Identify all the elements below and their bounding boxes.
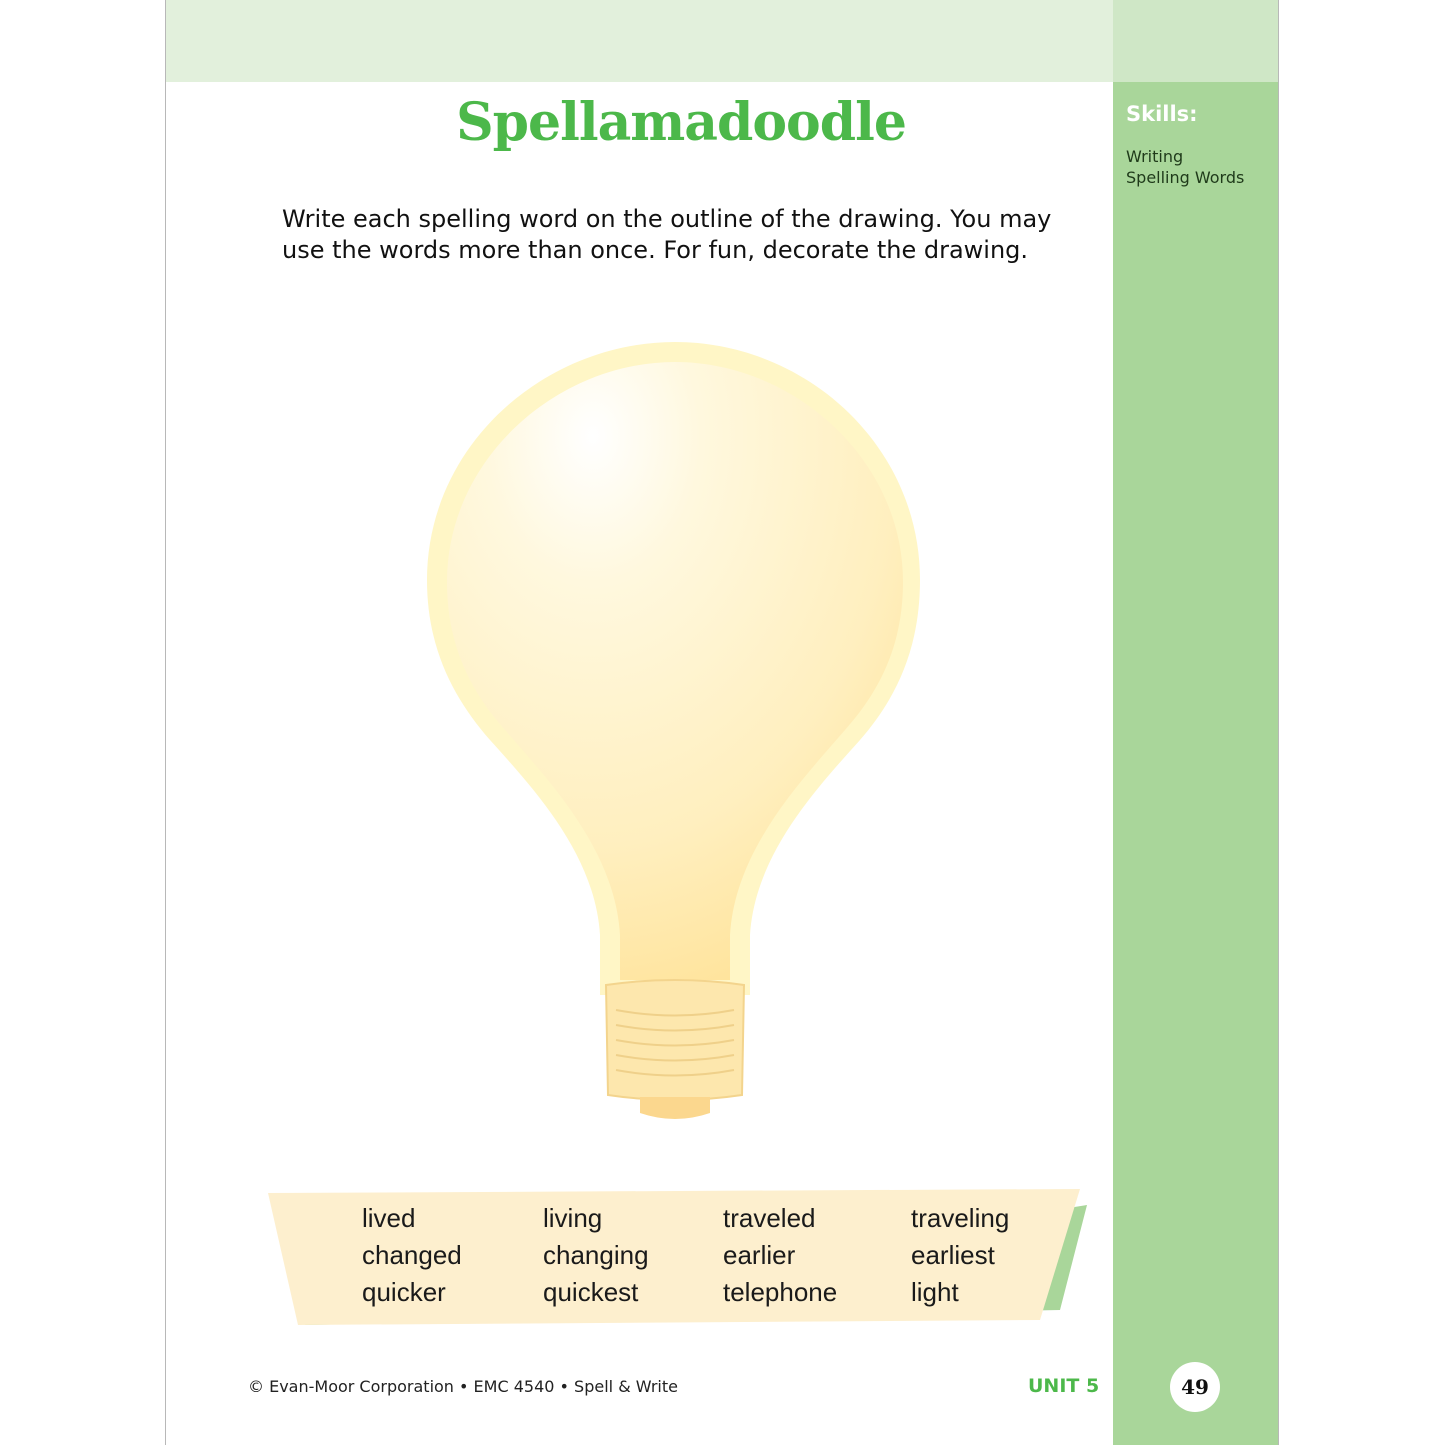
instructions-text: Write each spelling word on the outline of the drawing. You may use the words more than once. For fun, decorate the drawing. bbox=[282, 205, 1052, 264]
skills-heading: Skills: bbox=[1126, 102, 1198, 126]
word-light: light bbox=[911, 1277, 959, 1307]
word-earlier: earlier bbox=[723, 1240, 796, 1270]
word-traveled: traveled bbox=[723, 1203, 816, 1233]
word-changed: changed bbox=[362, 1240, 462, 1270]
sidebar-top bbox=[1113, 0, 1278, 82]
word-traveling: traveling bbox=[911, 1203, 1010, 1233]
skill-item-spelling-words: Spelling Words bbox=[1126, 168, 1245, 187]
page-left-edge bbox=[165, 0, 166, 1445]
page-title: Spellamadoodle bbox=[456, 92, 906, 153]
bulb-glass bbox=[447, 362, 903, 980]
word-quickest: quickest bbox=[543, 1277, 639, 1307]
word-lived: lived bbox=[362, 1203, 416, 1233]
bulb-screw-base bbox=[606, 980, 744, 1100]
skills-sidebar bbox=[1113, 82, 1278, 1445]
top-band bbox=[166, 0, 1113, 82]
word-changing: changing bbox=[543, 1240, 649, 1270]
word-telephone: telephone bbox=[723, 1277, 838, 1307]
bulb-contact-tip bbox=[640, 1097, 710, 1119]
word-earliest: earliest bbox=[911, 1240, 995, 1270]
page-right-edge bbox=[1278, 0, 1279, 1445]
word-living: living bbox=[543, 1203, 603, 1233]
skill-item-writing: Writing bbox=[1126, 147, 1184, 166]
unit-label: UNIT 5 bbox=[1028, 1375, 1100, 1397]
word-bank bbox=[362, 1203, 1062, 1318]
light-bulb-icon bbox=[420, 335, 930, 1135]
page-number: 49 bbox=[1170, 1362, 1220, 1412]
word-quicker: quicker bbox=[362, 1277, 446, 1307]
footer-credit: © Evan-Moor Corporation • EMC 4540 • Spell & Write bbox=[248, 1377, 678, 1396]
